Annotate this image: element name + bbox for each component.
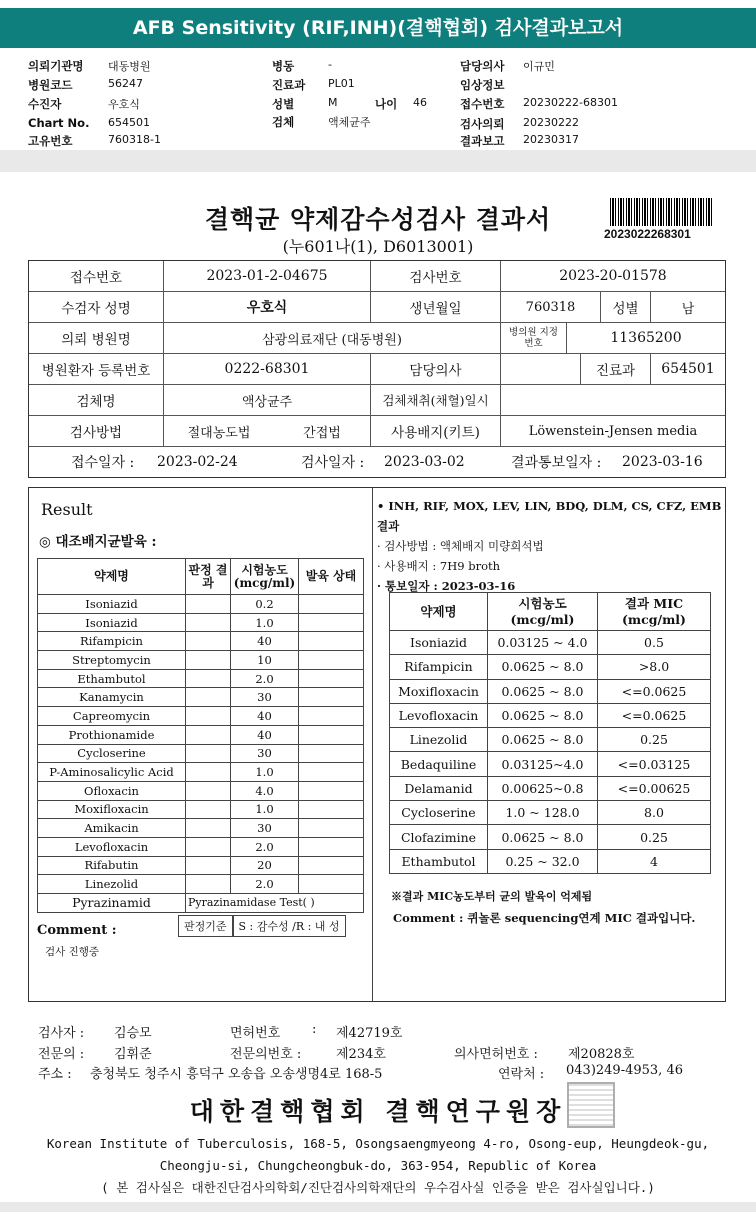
table-cell [186, 819, 231, 838]
note-line: · 사용배지 : 7H9 broth [377, 559, 501, 573]
info-label: 검사의뢰 [460, 117, 505, 131]
table-cell [299, 707, 364, 726]
info-value: - [328, 58, 332, 71]
pza-name: Pyrazinamid [38, 894, 186, 913]
table-cell: Prothionamide [38, 725, 186, 744]
info-value: 20230222-68301 [523, 96, 618, 109]
table-cell: 1.0 [231, 763, 299, 782]
table-cell: Moxifloxacin [390, 679, 488, 703]
table-cell: 20 [231, 856, 299, 875]
patient-info-header [0, 56, 756, 152]
table-cell: Rifampicin [38, 632, 186, 651]
table-row [38, 800, 364, 819]
info-value: 액체균주 [328, 116, 371, 129]
info-label: 결과보고 [460, 134, 505, 148]
table-cell: 1.0 [231, 800, 299, 819]
info-value: 20230222 [523, 116, 579, 129]
doc-license-label: 의사면허번호 : [454, 1047, 538, 1062]
grid-label: 검사번호 [371, 261, 501, 292]
info-label: 임상정보 [460, 78, 505, 92]
table-cell [186, 725, 231, 744]
table-cell: Delamanid [390, 776, 488, 800]
tester-name: 김승모 [114, 1026, 152, 1041]
table-row [390, 679, 711, 703]
barcode-number: 2023022268301 [604, 227, 691, 241]
table-cell: 0.0625 ~ 8.0 [488, 728, 598, 752]
table-cell: Kanamycin [38, 688, 186, 707]
table-cell: 0.25 ~ 32.0 [488, 849, 598, 873]
table-row [390, 825, 711, 849]
separator [0, 1202, 756, 1212]
table-row [390, 631, 711, 655]
absolute-concentration-table [37, 558, 364, 913]
info-label: 담당의사 [460, 59, 505, 73]
table-cell: 4 [598, 849, 711, 873]
mic-notes [377, 496, 725, 596]
specialist-name: 김휘준 [114, 1047, 152, 1062]
table-cell: 0.2 [231, 595, 299, 614]
info-value: 이규민 [523, 60, 555, 73]
table-cell: 0.5 [598, 631, 711, 655]
info-label: 고유번호 [28, 134, 73, 148]
table-cell [186, 651, 231, 670]
col-header: 결과 MIC (mcg/ml) [598, 593, 711, 631]
table-cell [186, 856, 231, 875]
collect-value [501, 385, 725, 416]
info-label: 성별 [272, 97, 295, 111]
birth-date: 760318 [501, 292, 601, 323]
table-cell [186, 800, 231, 819]
reg-no: 0222-68301 [164, 354, 371, 385]
table-cell: 0.25 [598, 728, 711, 752]
table-body [38, 595, 364, 894]
grid-label: 수검자 성명 [29, 292, 164, 323]
info-label: Chart No. [28, 116, 90, 130]
age-label: 나이 [375, 97, 398, 111]
table-cell [186, 837, 231, 856]
table-row [390, 728, 711, 752]
table-cell: Cycloserine [38, 744, 186, 763]
table-cell [186, 669, 231, 688]
mic-table [389, 592, 711, 874]
dates-row [29, 447, 725, 477]
table-row [390, 849, 711, 873]
table-cell: 0.03125~4.0 [488, 752, 598, 776]
contact-label: 연락처 : [498, 1067, 545, 1082]
table-cell: Isoniazid [390, 631, 488, 655]
result-section [28, 487, 726, 1002]
grid-label: 사용배지(키트) [371, 416, 501, 447]
table-row [38, 632, 364, 651]
method-value: 절대농도법 [164, 416, 274, 447]
table-cell [186, 632, 231, 651]
table-cell: Bedaquiline [390, 752, 488, 776]
address-label: 주소 : [38, 1067, 72, 1082]
info-label: 병동 [272, 59, 295, 73]
table-cell [299, 613, 364, 632]
col-header: 약제명 [390, 593, 488, 631]
hospital-name: 삼광의료재단 (대동병원) [164, 323, 501, 354]
notify-date: 2023-03-16 [622, 454, 703, 470]
table-cell: Ofloxacin [38, 781, 186, 800]
table-row [38, 744, 364, 763]
grid-label: 접수번호 [29, 261, 164, 292]
table-cell: 40 [231, 725, 299, 744]
table-cell: 0.0625 ~ 8.0 [488, 679, 598, 703]
table-cell: <=0.00625 [598, 776, 711, 800]
table-cell [186, 781, 231, 800]
table-cell: Isoniazid [38, 613, 186, 632]
table-cell: 0.25 [598, 825, 711, 849]
info-label: 진료과 [272, 78, 306, 92]
license-no: 제42719호 [336, 1026, 403, 1041]
test-date: 2023-03-02 [384, 454, 465, 470]
table-row [38, 819, 364, 838]
table-cell: Isoniazid [38, 595, 186, 614]
specimen-info-grid [28, 260, 726, 478]
table-row [390, 655, 711, 679]
table-cell: Rifampicin [390, 655, 488, 679]
col-header: 시험농도 (mcg/ml) [488, 593, 598, 631]
sex-value: 남 [651, 292, 725, 323]
comment-label: Comment : [37, 923, 117, 938]
table-row [38, 781, 364, 800]
table-cell: 2.0 [231, 669, 299, 688]
table-cell [299, 781, 364, 800]
table-body [390, 631, 711, 874]
spec-license-label: 전문의번호 : [230, 1047, 302, 1062]
test-date-label: 검사일자 : [301, 455, 365, 471]
note-line: • INH, RIF, MOX, LEV, LIN, BDQ, DLM, CS, CFZ, EMB 결과 [377, 499, 722, 533]
table-cell: <=0.03125 [598, 752, 711, 776]
table-cell [299, 856, 364, 875]
info-label: 수진자 [28, 97, 62, 111]
table-cell: 0.0625 ~ 8.0 [488, 703, 598, 727]
table-cell: Ethambutol [38, 669, 186, 688]
table-row [38, 595, 364, 614]
table-cell: Linezolid [390, 728, 488, 752]
table-cell: Streptomycin [38, 651, 186, 670]
dept-value: 654501 [651, 354, 725, 385]
specimen-value: 액상균주 [164, 385, 371, 416]
method-value: 간접법 [274, 416, 371, 447]
pza-test: Pyrazinamidase Test( ) [186, 894, 364, 913]
col-header: 시험농도 (mcg/ml) [231, 559, 299, 595]
table-cell: 0.0625 ~ 8.0 [488, 825, 598, 849]
table-cell [299, 725, 364, 744]
table-cell: Levofloxacin [38, 837, 186, 856]
table-cell: 1.0 [231, 613, 299, 632]
table-cell: 1.0 ~ 128.0 [488, 801, 598, 825]
table-cell [186, 613, 231, 632]
info-value: 760318-1 [108, 133, 161, 146]
criteria-box [178, 915, 346, 937]
control-growth-label: ◎ 대조배지균발육 : [39, 534, 157, 550]
table-cell [299, 595, 364, 614]
reception-no: 2023-01-2-04675 [164, 261, 371, 292]
doctor-value [501, 354, 581, 385]
info-label: 의뢰기관명 [28, 59, 84, 73]
info-value: 56247 [108, 77, 143, 90]
separator [0, 150, 756, 172]
table-cell: Cycloserine [390, 801, 488, 825]
table-cell [186, 688, 231, 707]
grid-label: 검체명 [29, 385, 164, 416]
table-cell [299, 744, 364, 763]
recv-date: 2023-02-24 [157, 454, 238, 470]
info-value: 20230317 [523, 133, 579, 146]
english-address: Cheongju-si, Chungcheongbuk-do, 363-954, Republic of Korea [159, 1158, 597, 1173]
table-cell: Capreomycin [38, 707, 186, 726]
table-row [38, 837, 364, 856]
table-cell [299, 688, 364, 707]
grid-label: 생년월일 [371, 292, 501, 323]
table-cell: 2.0 [231, 837, 299, 856]
table-cell: 30 [231, 819, 299, 838]
table-row [390, 703, 711, 727]
organization-name: 대한결핵협회 결핵연구원장 [189, 1097, 567, 1126]
table-cell: 30 [231, 744, 299, 763]
doc-title: 결핵균 약제감수성검사 결과서 [204, 205, 552, 234]
table-cell [299, 819, 364, 838]
table-cell: 0.00625~0.8 [488, 776, 598, 800]
table-row [38, 707, 364, 726]
table-cell [186, 875, 231, 894]
table-cell: Moxifloxacin [38, 800, 186, 819]
test-no: 2023-20-01578 [501, 261, 725, 292]
info-value: 654501 [108, 116, 150, 129]
grid-label: 검체채취(채혈)일시 [371, 385, 501, 416]
official-seal-icon [567, 1082, 615, 1128]
grid-label: 의뢰 병원명 [29, 323, 164, 354]
table-cell [299, 837, 364, 856]
table-cell: 2.0 [231, 875, 299, 894]
hospital-code: 11365200 [567, 323, 725, 354]
col-header: 판정 결과 [186, 559, 231, 595]
table-cell [299, 651, 364, 670]
note-line: · 검사방법 : 액체배지 미량희석법 [377, 539, 544, 553]
recv-date-label: 접수일자 : [71, 455, 135, 471]
table-cell: Linezolid [38, 875, 186, 894]
info-value: M [328, 96, 338, 109]
certification-note: ( 본 검사실은 대한진단검사의학회/진단검사의학재단의 우수검사실 인증을 받은 검사실입니다.) [101, 1180, 655, 1195]
grid-label: 진료과 [581, 354, 651, 385]
age-value: 46 [413, 96, 427, 109]
table-cell: >8.0 [598, 655, 711, 679]
grid-label: 담당의사 [371, 354, 501, 385]
comment-text: Comment : 퀴놀론 sequencing연계 MIC 결과입니다. [393, 911, 696, 925]
table-cell: P-Aminosalicylic Acid [38, 763, 186, 782]
contact: 043)249-4953, 46 [566, 1063, 683, 1078]
table-cell [186, 595, 231, 614]
notify-date-label: 결과통보일자 : [511, 455, 602, 471]
table-row [38, 688, 364, 707]
table-cell: 30 [231, 688, 299, 707]
table-cell [299, 632, 364, 651]
table-row [38, 669, 364, 688]
report-banner [0, 0, 756, 56]
table-cell: 0.0625 ~ 8.0 [488, 655, 598, 679]
table-cell: 10 [231, 651, 299, 670]
table-row [38, 856, 364, 875]
grid-label: 병의원 지정번호 [501, 323, 567, 354]
col-header: 약제명 [38, 559, 186, 595]
license-label: 면허번호 [230, 1026, 281, 1041]
table-row [38, 725, 364, 744]
table-cell [299, 763, 364, 782]
table-cell: Ethambutol [390, 849, 488, 873]
table-cell: Levofloxacin [390, 703, 488, 727]
grid-label: 성별 [601, 292, 651, 323]
doc-subtitle: (누601나(1), D6013001) [282, 237, 474, 256]
doc-license-no: 제20828호 [568, 1047, 635, 1062]
result-title: Result [41, 500, 93, 519]
table-cell [186, 707, 231, 726]
barcode-icon [610, 198, 714, 226]
info-value: 우호식 [108, 98, 140, 111]
table-cell: 40 [231, 707, 299, 726]
info-label: 검체 [272, 115, 295, 129]
table-row [38, 651, 364, 670]
table-cell: <=0.0625 [598, 703, 711, 727]
info-value: 대동병원 [108, 60, 151, 73]
specialist-label: 전문의 : [38, 1047, 85, 1062]
patient-name: 우호식 [164, 292, 371, 323]
license-sep: : [312, 1022, 317, 1037]
table-cell: Clofazimine [390, 825, 488, 849]
table-cell: 4.0 [231, 781, 299, 800]
mic-note: ※결과 MIC농도부터 균의 발육이 억제됨 [391, 890, 593, 903]
table-row [38, 613, 364, 632]
criteria-value: S : 감수성 /R : 내 성 [233, 915, 346, 937]
note-line: · 통보일자 : 2023-03-16 [377, 579, 516, 593]
table-cell [299, 669, 364, 688]
spec-license-no: 제234호 [336, 1047, 386, 1062]
table-cell [299, 800, 364, 819]
table-cell: Rifabutin [38, 856, 186, 875]
col-header: 발육 상태 [299, 559, 364, 595]
info-label: 병원코드 [28, 78, 73, 92]
grid-label: 병원환자 등록번호 [29, 354, 164, 385]
media-value: Löwenstein-Jensen media [501, 416, 725, 447]
divider [372, 488, 373, 1001]
progress-text: 검사 진행중 [45, 946, 100, 958]
tester-label: 검사자 : [38, 1026, 85, 1041]
table-cell [299, 875, 364, 894]
table-row [390, 752, 711, 776]
table-cell: <=0.0625 [598, 679, 711, 703]
english-address: Korean Institute of Tuberculosis, 168-5, Osongsaengmyeong 4-ro, Osong-eup, Heungdeok-gu, [46, 1136, 710, 1151]
table-cell: 8.0 [598, 801, 711, 825]
info-value: PL01 [328, 77, 355, 90]
info-label: 접수번호 [460, 97, 505, 111]
criteria-label: 판정기준 [178, 915, 233, 937]
address: 충청북도 청주시 흥덕구 오송읍 오송생명4로 168-5 [90, 1067, 383, 1082]
table-row [38, 763, 364, 782]
table-cell [186, 744, 231, 763]
table-row [390, 801, 711, 825]
grid-label: 검사방법 [29, 416, 164, 447]
table-row [390, 776, 711, 800]
scanned-report [0, 172, 756, 1202]
table-cell: Amikacin [38, 819, 186, 838]
table-row [38, 875, 364, 894]
table-cell [186, 763, 231, 782]
table-cell: 0.03125 ~ 4.0 [488, 631, 598, 655]
report-title: AFB Sensitivity (RIF,INH)(결핵협회) 검사결과보고서 [0, 8, 756, 48]
table-cell: 40 [231, 632, 299, 651]
